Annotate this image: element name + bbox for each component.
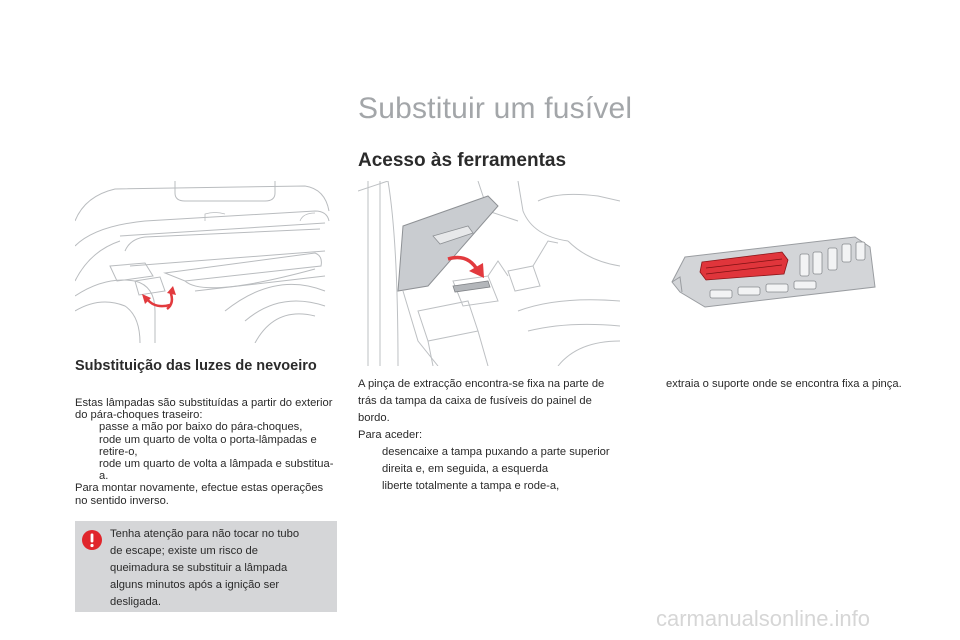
rear-bumper-illustration <box>75 181 330 343</box>
tool-access-intro: A pinça de extracção encontra-se fixa na parte de trás da tampa da caixa de fusíveis do painel de bordo. <box>358 378 605 424</box>
list-item <box>75 434 337 458</box>
section-title: Acesso às ferramentas <box>358 150 567 171</box>
list-item <box>75 458 337 482</box>
list-item-text: passe a mão por baixo do pára-choques, <box>99 421 303 434</box>
page-title: Substituir um fusível <box>358 92 633 125</box>
fog-lamp-instructions <box>75 397 337 507</box>
fog-lamp-heading: Substituição das luzes de nevoeiro <box>75 358 317 374</box>
list-item <box>358 444 620 478</box>
tool-access-instructions <box>358 376 620 495</box>
tool-access-lead: Para aceder: <box>358 429 423 441</box>
bullet-icon <box>75 421 99 433</box>
bullet-icon <box>358 444 382 478</box>
watermark: carmanualsonline.info <box>656 606 871 631</box>
list-item <box>358 478 620 495</box>
bullet-icon <box>75 434 99 458</box>
list-item-text: liberte totalmente a tampa e rode-a, <box>382 480 560 492</box>
list-item <box>75 421 337 433</box>
list-item <box>642 376 902 393</box>
warning-text: Tenha atenção para não tocar no tubo de escape; existe um risco de queimadura se substituir a lâmpada alguns minutos após a ignição ser desligada. <box>110 528 300 608</box>
list-item-text: desencaixe a tampa puxando a parte superior direita e, em seguida, a esquerda <box>382 446 610 475</box>
fuse-support-illustration <box>670 232 885 320</box>
list-item-text: rode um quarto de volta o porta-lâmpadas e retire-o, <box>99 433 317 458</box>
fog-lamp-outro: Para montar novamente, efectue estas operações no sentido inverso. <box>75 482 324 507</box>
fuse-box-cover-illustration <box>358 181 620 366</box>
list-item-text: rode um quarto de volta a lâmpada e substitua-a. <box>99 458 334 483</box>
warning-exclamation-icon <box>82 530 102 550</box>
list-item-text: extraia o suporte onde se encontra fixa a pinça. <box>666 378 902 390</box>
fog-lamp-intro: Estas lâmpadas são substituídas a partir do exterior do pára-choques traseiro: <box>75 397 333 422</box>
support-instructions <box>642 376 902 393</box>
bullet-icon <box>642 376 666 393</box>
bullet-icon <box>358 478 382 495</box>
bullet-icon <box>75 458 99 482</box>
